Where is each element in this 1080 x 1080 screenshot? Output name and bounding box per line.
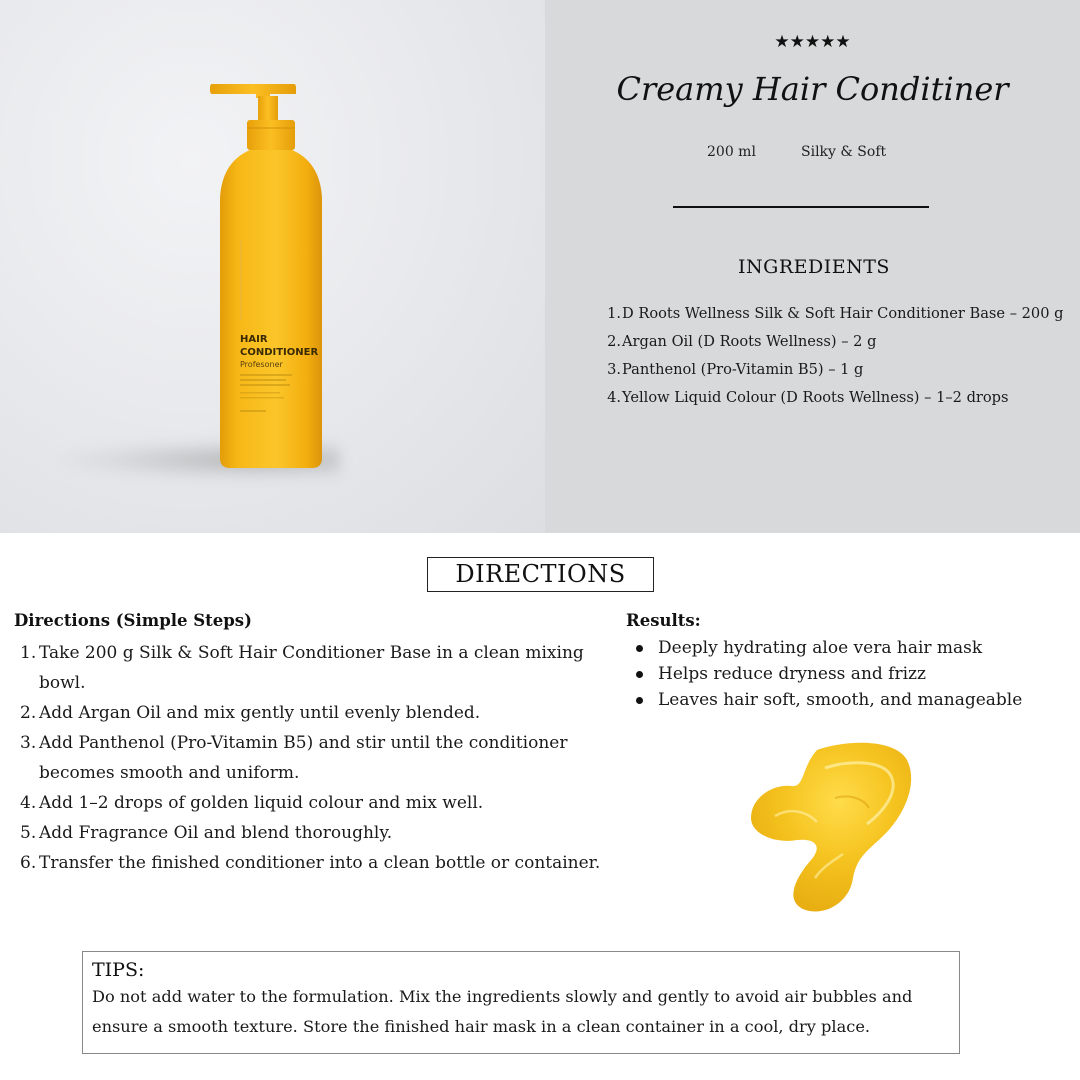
direction-step: 2. Add Argan Oil and mix gently until evenly blended. xyxy=(20,703,481,723)
direction-step: 4. Add 1–2 drops of golden liquid colour and mix well. xyxy=(20,793,484,813)
product-title: Creamy Hair Conditiner xyxy=(616,70,1009,108)
directions-heading: Directions (Simple Steps) xyxy=(14,611,252,630)
bottle-label-line2: CONDITIONER xyxy=(240,347,319,358)
rating-stars: ★★★★★ xyxy=(774,32,851,52)
ingredient-item: 1.D Roots Wellness Silk & Soft Hair Conditioner Base – 200 g xyxy=(607,305,1064,322)
product-photo xyxy=(0,0,545,533)
bullet-icon xyxy=(636,697,643,704)
conditioner-bottle xyxy=(210,80,330,470)
directions-title-box: DIRECTIONS xyxy=(427,557,654,592)
product-finish: Silky & Soft xyxy=(801,144,887,160)
result-item: Deeply hydrating aloe vera hair mask xyxy=(634,635,1074,661)
results-heading: Results: xyxy=(626,611,701,630)
product-info-panel xyxy=(545,0,1080,533)
tips-box xyxy=(82,951,960,1054)
ingredient-item: 2.Argan Oil (D Roots Wellness) – 2 g xyxy=(607,333,877,350)
ingredient-item: 3.Panthenol (Pro-Vitamin B5) – 1 g xyxy=(607,361,864,378)
ingredients-heading: INGREDIENTS xyxy=(738,256,890,278)
bullet-icon xyxy=(636,645,643,652)
directions-steps xyxy=(20,638,610,878)
direction-step: 1. Take 200 g Silk & Soft Hair Conditioner Base in a clean mixing bowl. xyxy=(20,643,584,693)
direction-step: 5. Add Fragrance Oil and blend thoroughly. xyxy=(20,823,393,843)
tips-heading: TIPS: xyxy=(92,959,145,981)
bullet-icon xyxy=(636,671,643,678)
direction-step: 3. Add Panthenol (Pro-Vitamin B5) and stir until the conditioner becomes smooth and uniform. xyxy=(20,733,568,783)
tips-text: Do not add water to the formulation. Mix the ingredients slowly and gently to avoid air bubbles and ensure a smooth texture. Store the finished hair mask in a clean container in a cool, dry place. xyxy=(92,987,913,1036)
product-size: 200 ml xyxy=(707,144,756,160)
result-item: Leaves hair soft, smooth, and manageable xyxy=(634,687,1074,713)
conditioner-swatch xyxy=(745,738,915,918)
divider xyxy=(673,206,929,208)
result-item: Helps reduce dryness and frizz xyxy=(634,661,1074,687)
results-list xyxy=(634,635,1074,713)
bottle-label-line1: HAIR xyxy=(240,334,268,345)
ingredients-list xyxy=(607,300,1077,412)
ingredient-item: 4.Yellow Liquid Colour (D Roots Wellness) – 1–2 drops xyxy=(607,389,1009,406)
direction-step: 6. Transfer the finished conditioner into a clean bottle or container. xyxy=(20,853,601,873)
bottle-label-line3: Profesoner xyxy=(240,360,283,369)
